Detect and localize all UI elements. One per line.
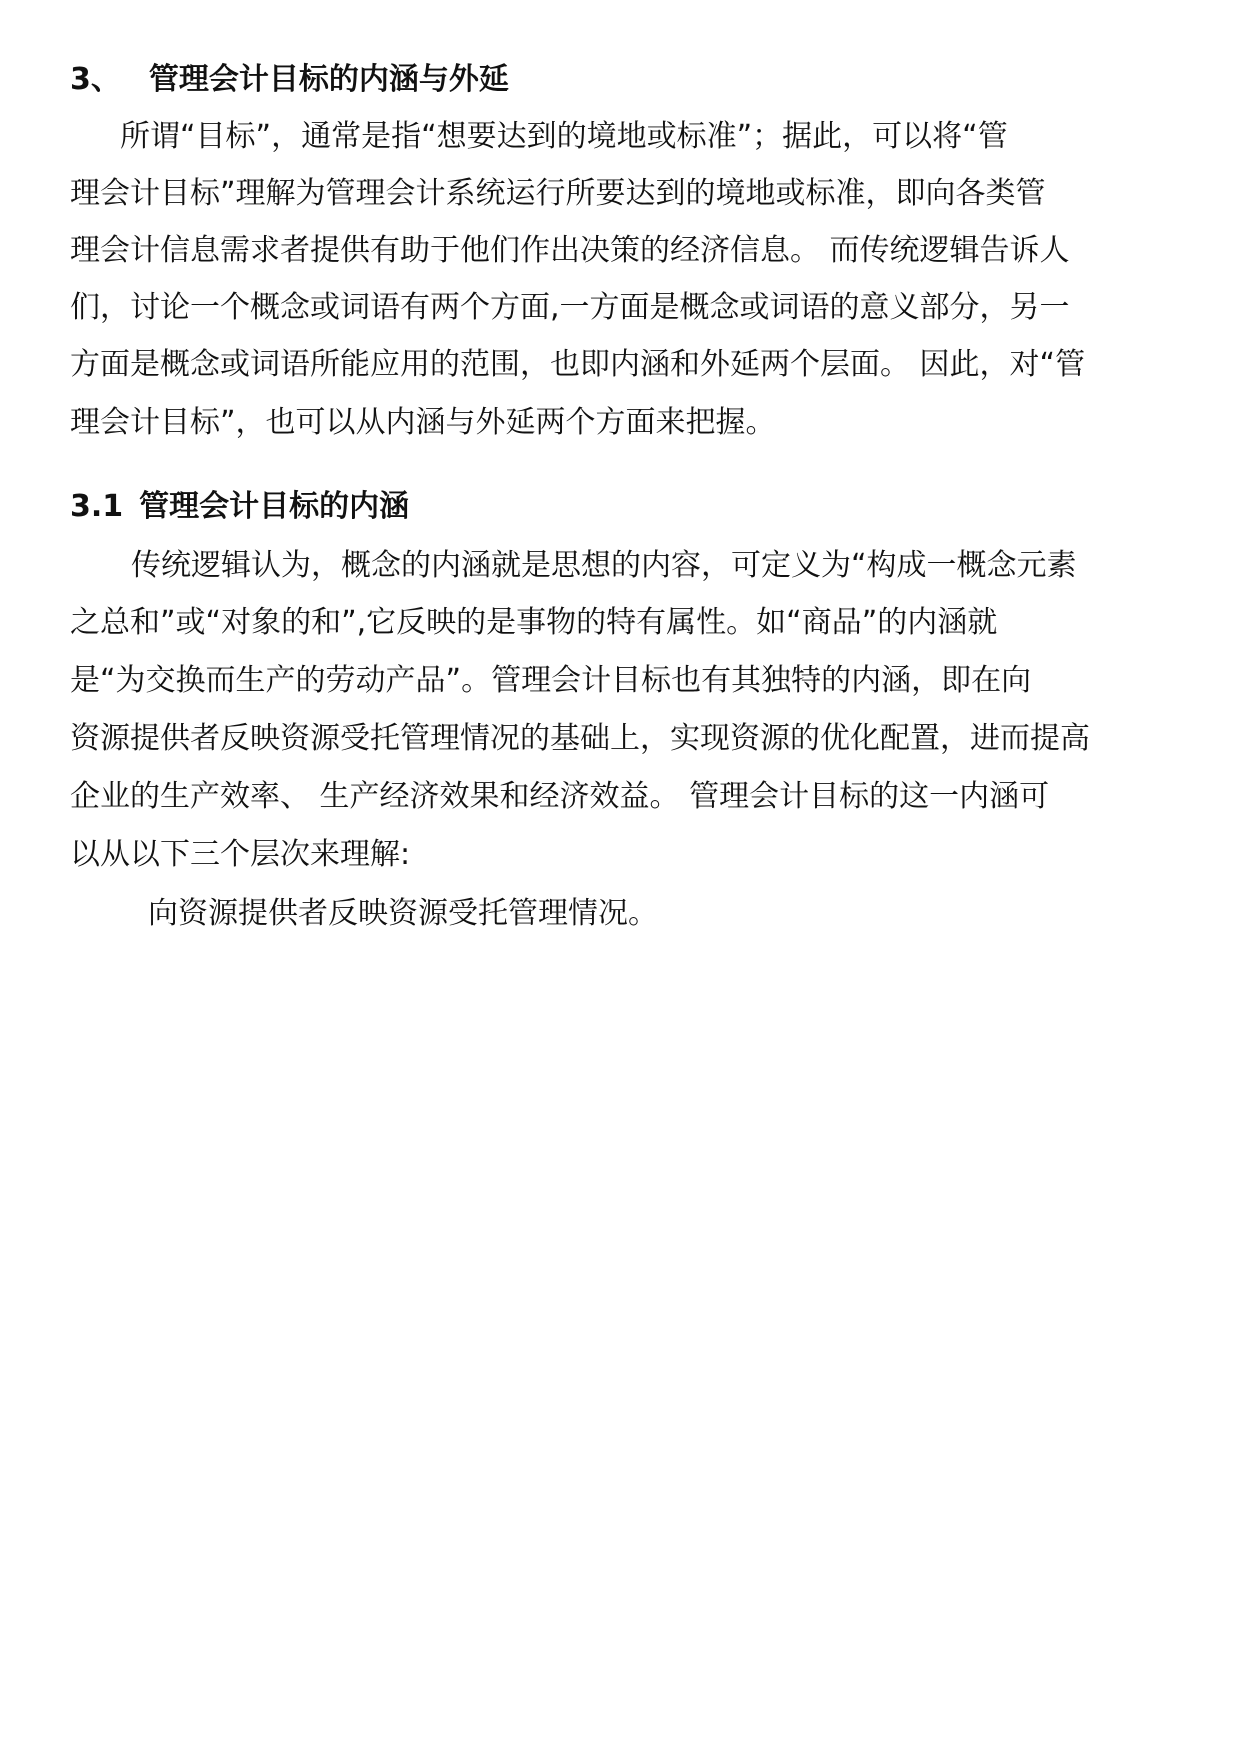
section-3-1-paragraph-line: 企业的生产效率、 生产经济效果和经济效益。 管理会计目标的这一内涵可 <box>70 779 1050 814</box>
section-3-paragraph-line: 所谓“目标”，通常是指“想要达到的境地或标准”；据此，可以将“管 <box>120 119 1008 154</box>
section-3-title: 管理会计目标的内涵与外延 <box>148 62 509 97</box>
section-3-1-number: 3.1 <box>70 489 124 524</box>
section-3-heading <box>70 60 509 100</box>
section-3-paragraph-line: 理会计目标”，也可以从内涵与外延两个方面来把握。 <box>70 405 776 440</box>
section-3-number: 3、 <box>70 62 121 97</box>
section-3-1-paragraph-line: 传统逻辑认为，概念的内涵就是思想的内容，可定义为“构成一概念元素 <box>131 548 1077 583</box>
section-3-1-title: 管理会计目标的内涵 <box>139 489 410 524</box>
list-item: 向资源提供者反映资源受托管理情况。 <box>148 896 658 931</box>
section-3-1-paragraph-line: 以从以下三个层次来理解: <box>70 837 411 872</box>
section-3-paragraph-line: 理会计目标”理解为管理会计系统运行所要达到的境地或标准，即向各类管 <box>70 176 1046 211</box>
section-3-1-heading <box>70 487 409 527</box>
section-3-paragraph-line: 方面是概念或词语所能应用的范围，也即内涵和外延两个层面。 因此，对“管 <box>70 347 1086 382</box>
section-3-1-paragraph-line: 资源提供者反映资源受托管理情况的基础上，实现资源的优化配置，进而提高 <box>70 721 1090 756</box>
section-3-paragraph-line: 们，讨论一个概念或词语有两个方面,一方面是概念或词语的意义部分，另一 <box>70 290 1070 325</box>
section-3-paragraph-line: 理会计信息需求者提供有助于他们作出决策的经济信息。 而传统逻辑告诉人 <box>70 233 1070 268</box>
section-3-1-paragraph-line: 是“为交换而生产的劳动产品”。管理会计目标也有其独特的内涵，即在向 <box>70 663 1032 698</box>
section-3-1-paragraph-line: 之总和”或“对象的和”,它反映的是事物的特有属性。如“商品”的内涵就 <box>70 605 998 640</box>
